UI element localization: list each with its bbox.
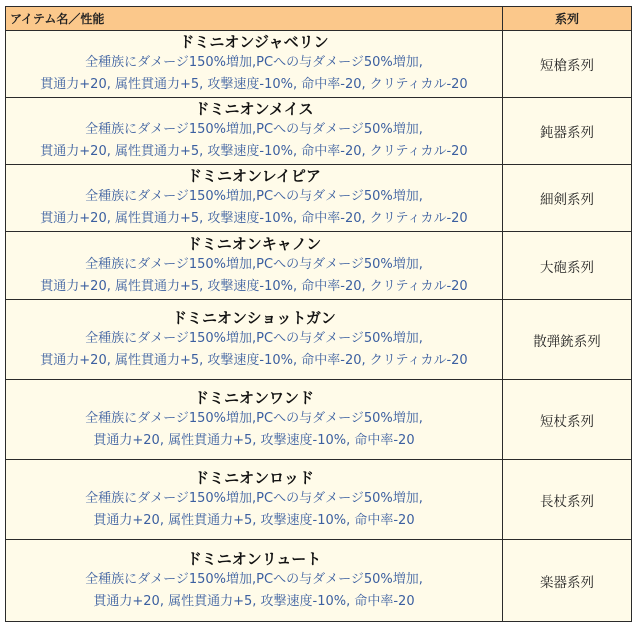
item-name: ドミニオンリュート xyxy=(186,549,322,568)
item-effect-line: 全種族にダメージ150%増加,PCへの与ダメージ50%増加, xyxy=(85,571,423,587)
item-cell xyxy=(6,98,503,165)
item-effect-line: 貫通力+20, 属性貫通力+5, 攻撃速度-10%, 命中率-20, クリティカル-20 xyxy=(40,278,468,294)
item-effect-line: 全種族にダメージ150%増加,PCへの与ダメージ50%増加, xyxy=(85,256,423,272)
item-effect-line: 貫通力+20, 属性貫通力+5, 攻撃速度-10%, 命中率-20 xyxy=(93,593,415,609)
item-name: ドミニオンメイス xyxy=(194,100,314,118)
item-cell xyxy=(6,460,503,540)
item-name: ドミニオンワンド xyxy=(193,388,314,407)
item-effect-line: 全種族にダメージ150%増加,PCへの与ダメージ50%増加, xyxy=(85,189,423,204)
item-cell xyxy=(6,31,503,98)
item-name: ドミニオンレイピア xyxy=(187,167,321,185)
item-cell xyxy=(6,380,503,460)
item-name: ドミニオンロッド xyxy=(194,468,314,487)
item-effect-line: 全種族にダメージ150%増加,PCへの与ダメージ50%増加, xyxy=(85,490,423,506)
item-effect-line: 全種族にダメージ150%増加,PCへの与ダメージ50%増加, xyxy=(85,122,423,137)
item-name: ドミニオンショットガン xyxy=(172,308,336,327)
item-name: ドミニオンキャノン xyxy=(186,234,322,253)
item-series: 短槍系列 xyxy=(503,31,632,98)
table-header-row xyxy=(6,7,632,31)
item-series: 楽器系列 xyxy=(503,540,632,622)
table-row xyxy=(6,165,632,232)
item-cell xyxy=(6,232,503,300)
item-cell xyxy=(6,540,503,622)
item-effect-line: 全種族にダメージ150%増加,PCへの与ダメージ50%増加, xyxy=(85,330,423,346)
table-row xyxy=(6,232,632,300)
table-row xyxy=(6,540,632,622)
item-name: ドミニオンジャベリン xyxy=(179,33,329,51)
item-effect-line: 貫通力+20, 属性貫通力+5, 攻撃速度-10%, 命中率-20, クリティカル-20 xyxy=(40,144,468,159)
item-series: 短杖系列 xyxy=(503,380,632,460)
item-effect-line: 貫通力+20, 属性貫通力+5, 攻撃速度-10%, 命中率-20 xyxy=(93,512,415,528)
item-effect-line: 貫通力+20, 属性貫通力+5, 攻撃速度-10%, 命中率-20, クリティカル-20 xyxy=(40,211,468,226)
header-item-name: アイテム名／性能 xyxy=(6,7,503,31)
item-series: 長杖系列 xyxy=(503,460,632,540)
item-series: 細剣系列 xyxy=(503,165,632,232)
item-effect-line: 貫通力+20, 属性貫通力+5, 攻撃速度-10%, 命中率-20, クリティカル-20 xyxy=(40,352,468,368)
item-effect-line: 貫通力+20, 属性貫通力+5, 攻撃速度-10%, 命中率-20 xyxy=(93,432,415,448)
item-effect-line: 全種族にダメージ150%増加,PCへの与ダメージ50%増加, xyxy=(85,55,423,70)
item-series: 大砲系列 xyxy=(503,232,632,300)
item-effect-line: 全種族にダメージ150%増加,PCへの与ダメージ50%増加, xyxy=(85,410,423,426)
item-series: 鈍器系列 xyxy=(503,98,632,165)
item-series: 散弾銃系列 xyxy=(503,300,632,380)
item-effect-line: 貫通力+20, 属性貫通力+5, 攻撃速度-10%, 命中率-20, クリティカル-20 xyxy=(40,77,468,92)
table-row xyxy=(6,460,632,540)
table-row xyxy=(6,31,632,98)
table-row xyxy=(6,300,632,380)
item-table xyxy=(5,6,632,622)
item-cell xyxy=(6,165,503,232)
header-series: 系列 xyxy=(503,7,632,31)
table-row xyxy=(6,380,632,460)
item-cell xyxy=(6,300,503,380)
table-row xyxy=(6,98,632,165)
